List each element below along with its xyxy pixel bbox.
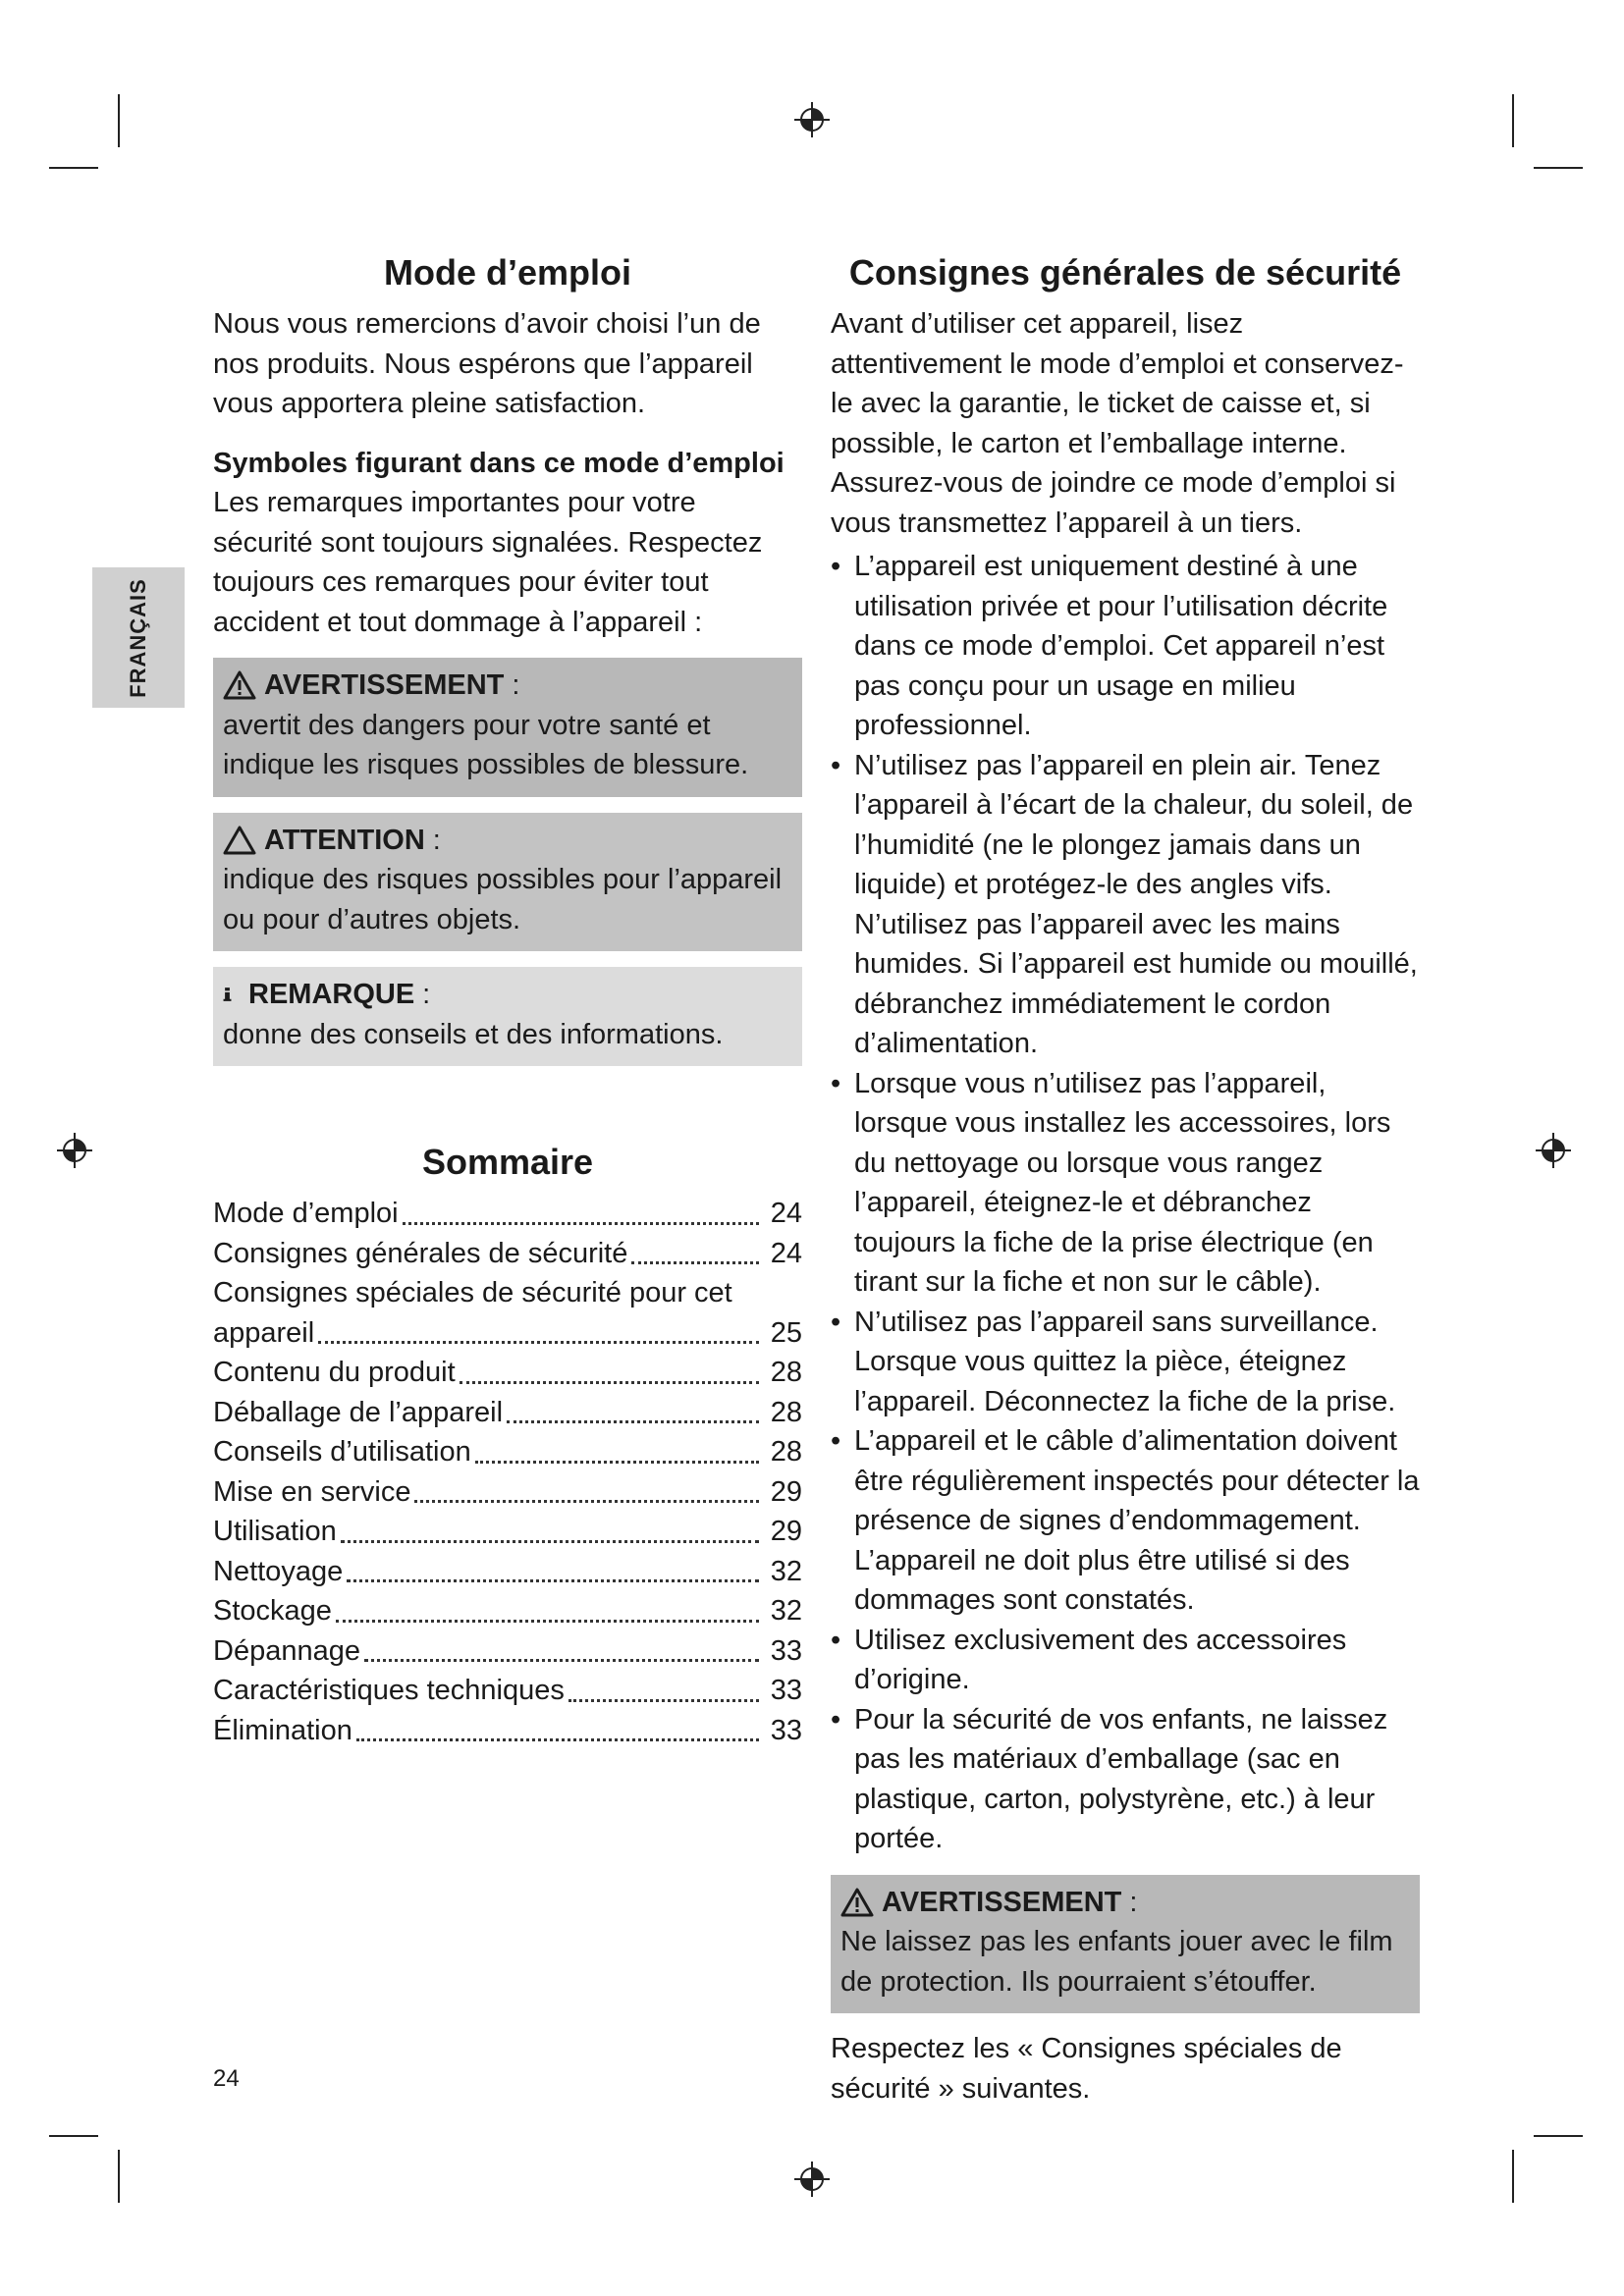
toc-entry [213, 1711, 802, 1751]
toc-entry-label: Contenu du produit [213, 1357, 456, 1388]
toc-entry [213, 1393, 802, 1433]
toc-entry-page: 29 [770, 1516, 802, 1547]
safety-bullet-item: • N’utilisez pas l’appareil sans surveillance. Lorsque vous quittez la pièce, éteignez l’appareil. Déconnectez la fiche de la prise. [831, 1303, 1420, 1422]
toc-entry [213, 1432, 802, 1472]
toc-title: Sommaire [421, 1142, 594, 1182]
warning-text: avertit des dangers pour votre santé et indique les risques possibles de blessure. [223, 709, 749, 780]
attention-title: ATTENTION [264, 824, 425, 856]
toc-entry-label: appareil [213, 1316, 315, 1349]
crop-mark [118, 2150, 120, 2203]
page-number: 24 [213, 2065, 240, 2092]
toc-entry [213, 1234, 802, 1274]
safety-bullet-item: • L’appareil et le câble d’alimentation doivent être régulièrement inspectés pour détecter la présence de signes d’endommagement. L’appareil ne doit plus être utilisé si des dommages sont constatés. [831, 1421, 1420, 1621]
safety-intro: Avant d’utiliser cet appareil, lisez attentivement le mode d’emploi et conservez-le avec la garantie, le ticket de caisse et, si possible, le carton et l’emballage interne. Assurez-vous de joindre ce mode d’emploi si vous transmettez l’appareil à un tiers. [831, 308, 1404, 539]
toc-entry-label: Déballage de l’appareil [213, 1396, 504, 1428]
closing-text: Respectez les « Consignes spéciales de sécurité » suivantes. [831, 2033, 1342, 2105]
toc-leader-dots [318, 1341, 759, 1344]
manual-title: Mode d’emploi [384, 252, 631, 293]
toc-leader-dots [364, 1659, 759, 1662]
remark-colon: : [422, 979, 431, 1010]
language-label: FRANÇAIS [126, 577, 150, 698]
safety-bullet-item: • Utilisez exclusivement des accessoires d’origine. [831, 1621, 1420, 1700]
toc-entry [213, 1472, 802, 1513]
toc-entry-label: Mise en service [213, 1475, 411, 1508]
safety-bullet-item: • L’appareil est uniquement destiné à une utilisation privée et pour l’utilisation décrite dans ce mode d’emploi. Cet appareil n’est pas conçu pour un usage en milieu professionnel. [831, 547, 1420, 746]
toc-entry-label: Utilisation [213, 1516, 337, 1547]
safety-bullet-item: • N’utilisez pas l’appareil en plein air. Tenez l’appareil à l’écart de la chaleur, du soleil, de l’humidité (ne le plongez jamais dans un liquide) et protégez-le des angles vifs. N’utilisez pas l’appareil avec les mains humides. Si l’appareil est humide ou mouillé, débranchez immédiatement le cordon d’alimentation. [831, 746, 1420, 1064]
toc-entry-page: 28 [770, 1436, 802, 1468]
toc-entry-label: Consignes spéciales de sécurité pour cet [213, 1277, 732, 1308]
crop-mark [1512, 2150, 1514, 2203]
attention-box [213, 813, 802, 952]
right-column [831, 245, 1420, 2109]
toc-entry-label: Élimination [213, 1714, 352, 1746]
caution-triangle-icon [223, 826, 256, 855]
warning-title: AVERTISSEMENT [264, 669, 505, 701]
crop-mark [1512, 94, 1514, 147]
left-column [213, 245, 802, 1750]
language-side-tab [92, 567, 185, 708]
symbols-heading: Symboles figurant dans ce mode d’emploi [213, 447, 785, 479]
safety-title: Consignes générales de sécurité [848, 252, 1402, 293]
toc-entry-page: 24 [770, 1198, 802, 1229]
attention-text: indique des risques possibles pour l’appareil ou pour d’autres objets. [223, 864, 783, 935]
toc-leader-dots [568, 1699, 759, 1702]
toc-entry-label: Mode d’emploi [213, 1198, 399, 1229]
toc-leader-dots [403, 1222, 759, 1225]
toc-entry-page: 29 [770, 1475, 802, 1508]
registration-mark-icon [792, 100, 832, 139]
registration-mark-icon [55, 1131, 94, 1170]
crop-mark [118, 94, 120, 147]
toc-entry-page: 32 [770, 1555, 802, 1587]
warning-colon: : [512, 669, 520, 701]
crop-mark [49, 167, 98, 169]
toc-entry-page: 33 [770, 1714, 802, 1746]
toc-entry-page: 33 [770, 1634, 802, 1667]
children-warning-colon: : [1129, 1886, 1138, 1918]
safety-bullet-item: • Lorsque vous n’utilisez pas l’appareil, lorsque vous installez les accessoires, lors du nettoyage ou lorsque vous rangez l’appareil, éteignez-le et débranchez toujours la fiche de la prise électrique (en tirant sur la fiche et non sur le câble). [831, 1064, 1420, 1303]
toc-leader-dots [341, 1540, 759, 1543]
toc-entry [213, 1512, 802, 1552]
toc-entry-page: 28 [770, 1357, 802, 1388]
toc-entry-label: Nettoyage [213, 1555, 344, 1587]
registration-mark-icon [1534, 1131, 1573, 1170]
children-warning-title: AVERTISSEMENT [882, 1886, 1122, 1918]
toc-leader-dots [475, 1461, 759, 1464]
warning-triangle-icon [840, 1888, 874, 1917]
warning-box [213, 658, 802, 797]
toc-entry [213, 1273, 802, 1313]
toc-leader-dots [356, 1738, 759, 1741]
registration-mark-icon [792, 2160, 832, 2199]
toc-entry-page: 28 [770, 1396, 802, 1428]
toc-entry-label: Dépannage [213, 1634, 360, 1667]
toc-leader-dots [631, 1261, 759, 1264]
symbols-text: Les remarques importantes pour votre sécurité sont toujours signalées. Respectez toujours ces remarques pour éviter tout accident et tout dommage à l’appareil : [213, 487, 763, 638]
toc-entry-label: Stockage [213, 1595, 332, 1627]
warning-triangle-icon [223, 670, 256, 700]
remark-text: donne des conseils et des informations. [223, 1018, 724, 1050]
children-warning-text: Ne laissez pas les enfants jouer avec le film de protection. Ils pourraient s’étouffer. [840, 1926, 1393, 1998]
intro-text: Nous vous remercions d’avoir choisi l’un de nos produits. Nous espérons que l’appareil vous apportera pleine satisfaction. [213, 308, 761, 419]
toc-entry-label: Consignes générales de sécurité [213, 1237, 628, 1269]
remark-title: REMARQUE [248, 979, 415, 1010]
crop-mark [1534, 2135, 1583, 2137]
remark-box [213, 967, 802, 1066]
table-of-contents [213, 1194, 802, 1750]
toc-entry [213, 1591, 802, 1631]
attention-colon: : [432, 824, 441, 856]
info-icon [223, 980, 241, 1009]
toc-entry-page: 33 [770, 1675, 802, 1706]
toc-entry-page: 25 [770, 1316, 802, 1349]
toc-entry-page: 32 [770, 1595, 802, 1627]
crop-mark [49, 2135, 98, 2137]
toc-entry [213, 1552, 802, 1592]
toc-entry [213, 1313, 802, 1354]
children-warning-box [831, 1875, 1420, 2014]
toc-entry-label: Conseils d’utilisation [213, 1436, 471, 1468]
toc-entry [213, 1631, 802, 1672]
toc-leader-dots [507, 1420, 759, 1423]
crop-mark [1534, 167, 1583, 169]
toc-entry [213, 1353, 802, 1393]
toc-leader-dots [347, 1579, 759, 1582]
toc-leader-dots [460, 1381, 759, 1384]
toc-entry [213, 1194, 802, 1234]
toc-entry-label: Caractéristiques techniques [213, 1675, 565, 1706]
toc-entry [213, 1671, 802, 1711]
toc-leader-dots [336, 1620, 759, 1623]
toc-entry-page: 24 [770, 1237, 802, 1269]
safety-bullet-item: • Pour la sécurité de vos enfants, ne laissez pas les matériaux d’emballage (sac en plastique, carton, polystyrène, etc.) à leur portée. [831, 1700, 1420, 1859]
toc-leader-dots [414, 1500, 759, 1503]
safety-bullet-list [831, 547, 1420, 1859]
